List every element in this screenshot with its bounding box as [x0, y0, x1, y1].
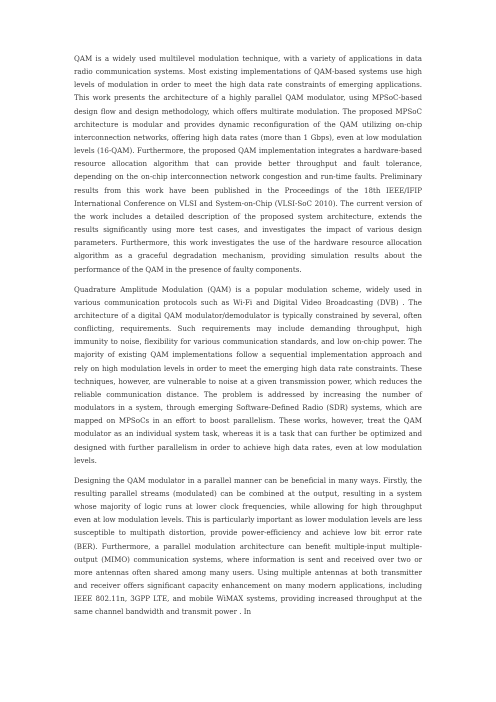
body-text [74, 52, 422, 626]
paragraph-abstract: QAM is a widely used multilevel modulation technique, with a variety of applications in data radio communication systems. Most existing implementations of QAM-based systems use high levels of modulation in order to meet the high data rate constraints of emerging applications. This work presents the architecture of a highly parallel QAM modulator, using MPSoC-based design flow and design methodology, which offers multirate modulation. The proposed MPSoC architecture is modular and provides dynamic reconfiguration of the QAM utilizing on-chip interconnection networks, offering high data rates (more than 1 Gbps), even at low modulation levels (16-QAM). Furthermore, the proposed QAM implementation integrates a hardware-based resource allocation algorithm that can provide better throughput and fault tolerance, depending on the on-chip interconnection network congestion and run-time faults. Preliminary results from this work have been published in the Proceedings of the 18th IEEE/IFIP International Conference on VLSI and System-on-Chip (VLSI-SoC 2010). The current version of the work includes a detailed description of the proposed system architecture, extends the results significantly using more test cases, and investigates the impact of various design parameters. Furthermore, this work investigates the use of the hardware resource allocation algorithm as a graceful degradation mechanism, providing simulation results about the performance of the QAM in the presence of faulty components. [74, 54, 422, 274]
paragraph-parallel-design: Designing the QAM modulator in a parallel manner can be beneficial in many ways. Firstly, the resulting parallel streams (modulated) can be combined at the output, resulting in a system whose majority of logic runs at lower clock frequencies, while allowing for high throughput even at low modulation levels. This is particularly important as lower modulation levels are less susceptible to multipath distortion, provide power-efficiency and achieve low bit error rate (BER). Furthermore, a parallel modulation architecture can benefit multiple-input multiple-output (MIMO) communication systems, where information is sent and received over two or more antennas often shared among many users. Using multiple antennas at both transmitter and receiver offers significant capacity enhancement on many modern applications, including IEEE 802.11n, 3GPP LTE, and mobile WiMAX systems, providing increased throughput at the same channel bandwidth and transmit power . In [74, 475, 422, 617]
paragraph-introduction: Quadrature Amplitude Modulation (QAM) is a popular modulation scheme, widely used in various communication protocols such as Wi-Fi and Digital Video Broadcasting (DVB) . The architecture of a digital QAM modulator/demodulator is typically constrained by several, often conflicting, requirements. Such requirements may include demanding throughput, high immunity to noise, flexibility for various communication standards, and low on-chip power. The majority of existing QAM implementations follow a sequential implementation approach and rely on high modulation levels in order to meet the emerging high data rate constraints. These techniques, however, are vulnerable to noise at a given transmission power, which reduces the reliable communication distance. The problem is addressed by increasing the number of modulators in a system, through emerging Software-Defined Radio (SDR) systems, which are mapped on MPSoCs in an effort to boost parallelism. These works, however, treat the QAM modulator as an individual system task, whereas it is a task that can further be optimized and designed with further parallelism in order to achieve high data rates, even at low modulation levels. [74, 284, 422, 465]
